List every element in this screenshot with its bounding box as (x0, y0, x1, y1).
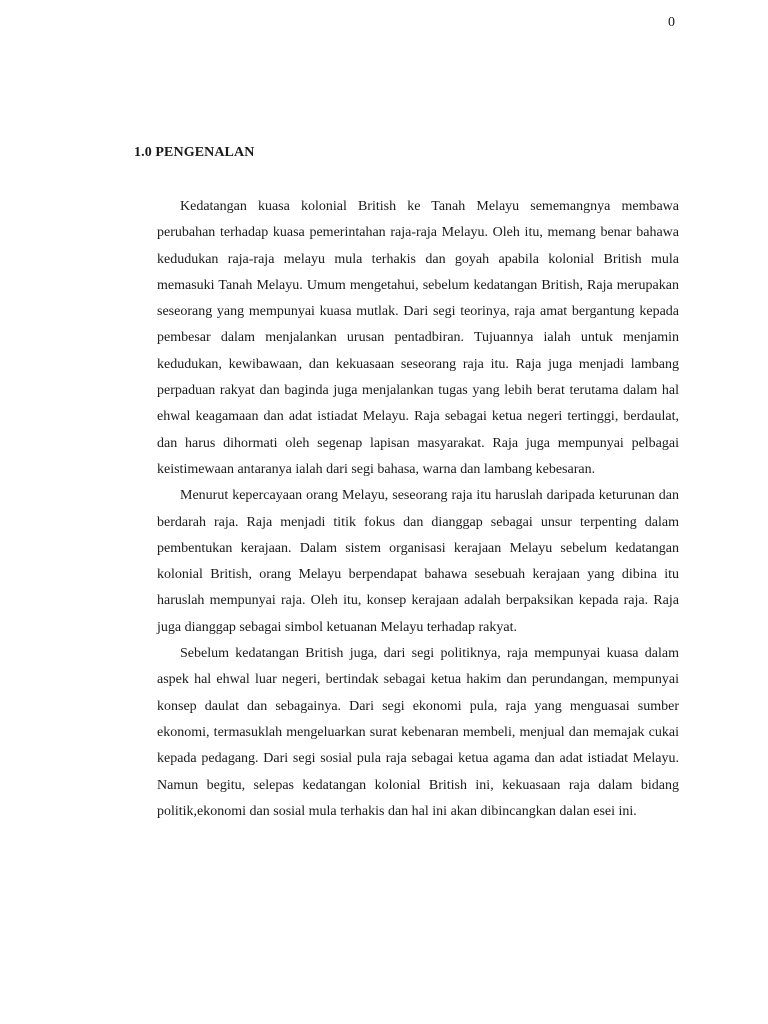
section-heading: 1.0 PENGENALAN (134, 145, 255, 160)
paragraph-2: Menurut kepercayaan orang Melayu, seseorang raja itu haruslah daripada keturunan dan berdarah raja. Raja menjadi titik fokus dan dianggap sebagai unsur terpenting dalam pembentukan kerajaan. Dalam sistem organisasi kerajaan Melayu sebelum kedatangan kolonial British, orang Melayu berpendapat bahawa sesebuah kerajaan yang dibina itu haruslah mempunyai raja. Oleh itu, konsep kerajaan adalah berpaksikan kepada raja. Raja juga dianggap sebagai simbol ketuanan Melayu terhadap rakyat. (157, 488, 679, 635)
page-number: 0 (668, 15, 675, 30)
paragraph-3: Sebelum kedatangan British juga, dari segi politiknya, raja mempunyai kuasa dalam aspek hal ehwal luar negeri, bertindak sebagai ketua hakim dan perundangan, mempunyai konsep daulat dan sebagainya. Dari segi ekonomi pula, raja yang menguasai sumber ekonomi, termasuklah mengeluarkan surat kebenaran membeli, menjual dan memajak cukai kepada pedagang. Dari segi sosial pula raja sebagai ketua agama dan adat istiadat Melayu. Namun begitu, selepas kedatangan kolonial British ini, kekuasaan raja dalam bidang politik,ekonomi dan sosial mula terhakis dan hal ini akan dibincangkan dalan esei ini. (157, 646, 679, 819)
body-text (157, 194, 679, 825)
paragraph-1: Kedatangan kuasa kolonial British ke Tanah Melayu sememangnya membawa perubahan terhadap kuasa pemerintahan raja-raja Melayu. Oleh itu, memang benar bahawa kedudukan raja-raja melayu mula terhakis dan goyah apabila kolonial British mula memasuki Tanah Melayu. Umum mengetahui, sebelum kedatangan British, Raja merupakan seseorang yang mempunyai kuasa mutlak. Dari segi teorinya, raja amat bergantung kepada pembesar dalam menjalankan urusan pentadbiran. Tujuannya ialah untuk menjamin kedudukan, kewibawaan, dan kekuasaan seseorang raja itu. Raja juga menjadi lambang perpaduan rakyat dan baginda juga menjalankan tugas yang lebih berat terutama dalam hal ehwal keagamaan dan adat istiadat Melayu. Raja sebagai ketua negeri tertinggi, berdaulat, dan harus dihormati oleh segenap lapisan masyarakat. Raja juga mempunyai pelbagai keistimewaan antaranya ialah dari segi bahasa, warna dan lambang kebesaran. (157, 199, 679, 477)
